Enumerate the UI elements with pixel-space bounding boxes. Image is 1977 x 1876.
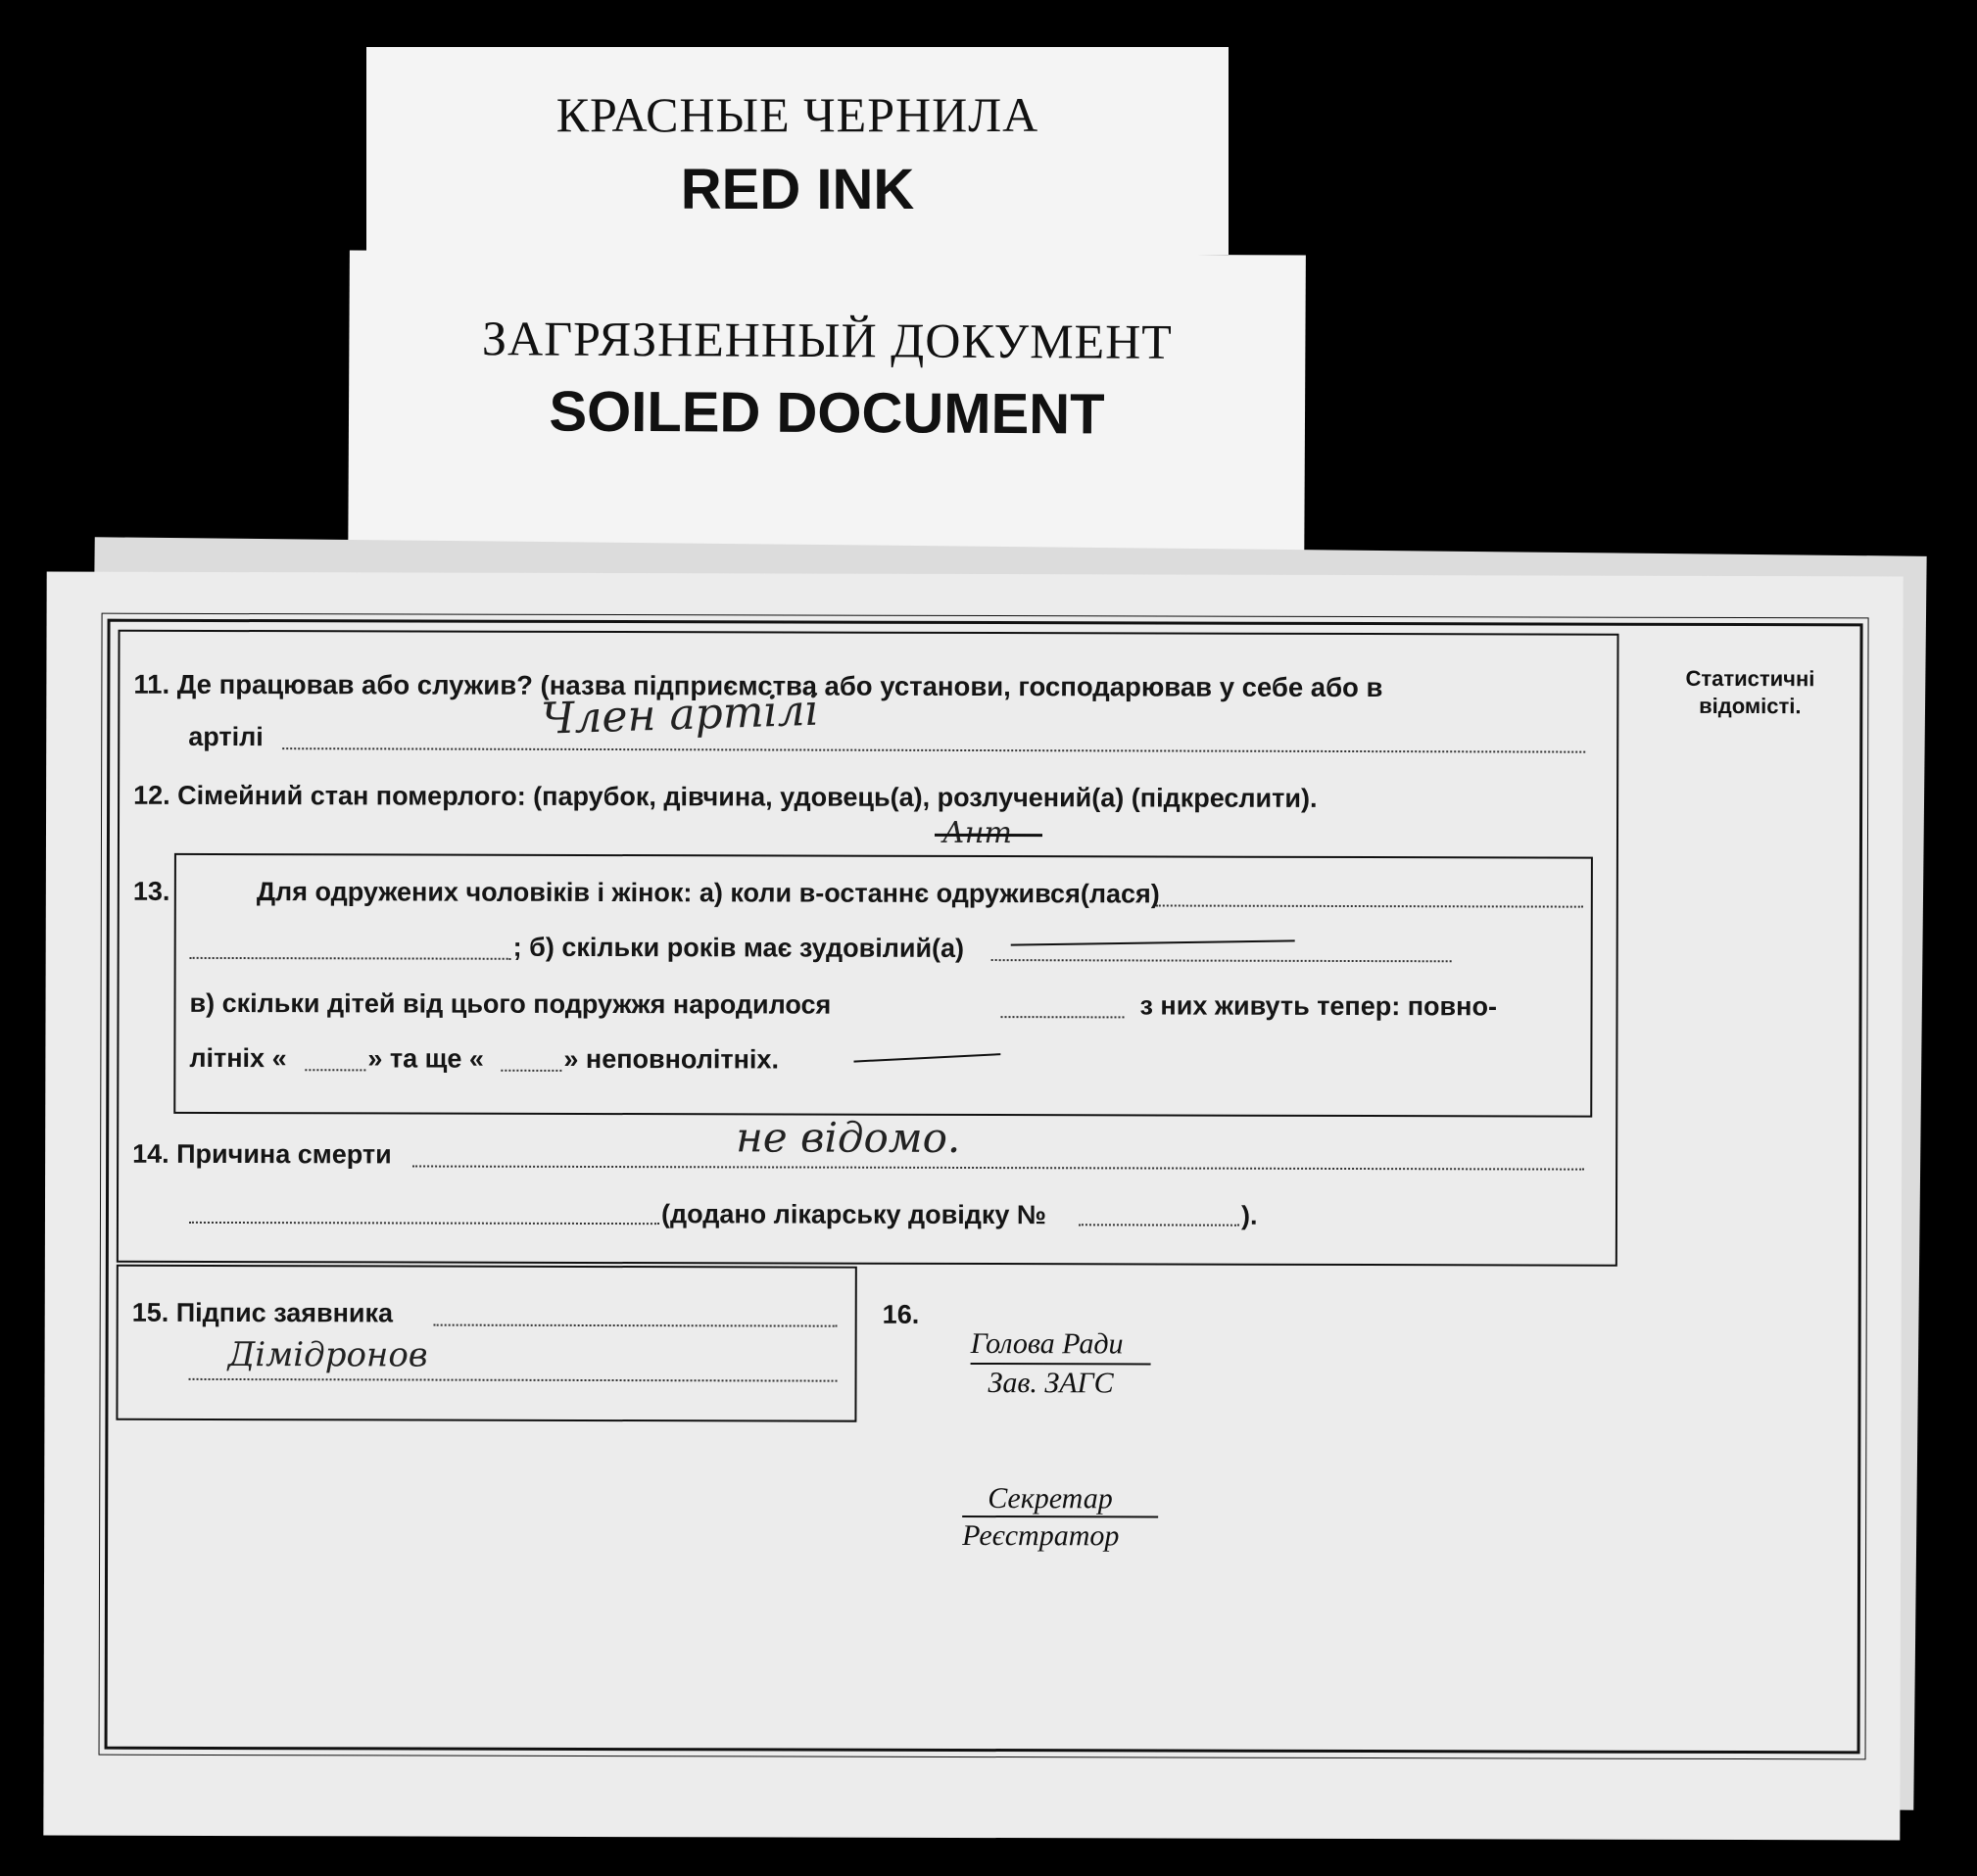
q13-num: 13. [132,876,170,906]
q13-line4b: » та ще « [367,1043,485,1074]
red-ink-ru: КРАСНЫЕ ЧЕРНИЛА [555,87,1039,142]
q13-children-line [1001,1016,1125,1018]
soiled-ru: ЗАГРЯЗНЕННЫЙ ДОКУМЕНТ [481,311,1173,369]
q16-num: 16. [882,1299,920,1329]
q13-adult-line [305,1069,365,1071]
q13-line3a: в) скільки дітей від цього подружжя народилося [189,987,832,1020]
red-ink-en: RED INK [680,158,915,221]
q12-strike [935,834,1042,837]
soiled-en: SOILED DOCUMENT [549,379,1105,447]
q12-mark: Ант [941,815,1012,851]
q13-line4a: літніх « [189,1042,287,1074]
stat-header-line1: Статистичні [1685,665,1815,692]
q14-label: 14. Причина смерти [132,1138,392,1170]
q12-text: 12. Сімейний стан померлого: (парубок, дівчина, удовець(а), розлучений(а) (підкреслити). [133,780,1318,813]
q13-line3b: з них живуть тепер: повно- [1139,990,1497,1022]
q14-answer: не відомо. [736,1113,961,1162]
stat-header [1652,665,1848,721]
q13-line1: Для одружених чоловіків і жінок: а) коли в-останнє одружився(лася) [256,877,1160,909]
q13-line2: ; б) скільки років має зудовілий(а) [512,932,965,963]
q14-note-b: ). [1240,1200,1258,1230]
q13-line4c: » неповнолітніх. [563,1043,780,1075]
q16-head2: Зав. ЗАГС [988,1367,1114,1400]
q16-sec2: Реєстратор [962,1518,1120,1553]
stat-header-line2: відомісті. [1699,693,1802,719]
q16-sec1: Секретар [988,1482,1113,1515]
q13-minor-line [501,1070,561,1072]
q15-label: 15. Підпис заявника [131,1297,394,1328]
q16-sec-rule [962,1515,1158,1518]
q14-note-a: (додано лікарську довідку № [660,1199,1047,1230]
q16-head-rule [971,1363,1151,1365]
form-outer-frame [105,619,1863,1755]
q11-answer: Член артілі [540,685,820,745]
red-ink-label [366,47,1229,255]
q11-line2: артілі [188,721,264,752]
q11-line1: 11. Де працював або служив? (назва підприємства або установи, господарював у себе або в [133,668,1383,703]
soiled-document-label [348,250,1306,588]
q16-head1: Голова Ради [970,1326,1124,1361]
form-card [43,572,1903,1841]
q15-signature: Дімідронов [227,1335,428,1375]
q14-cert-line [1079,1224,1239,1226]
